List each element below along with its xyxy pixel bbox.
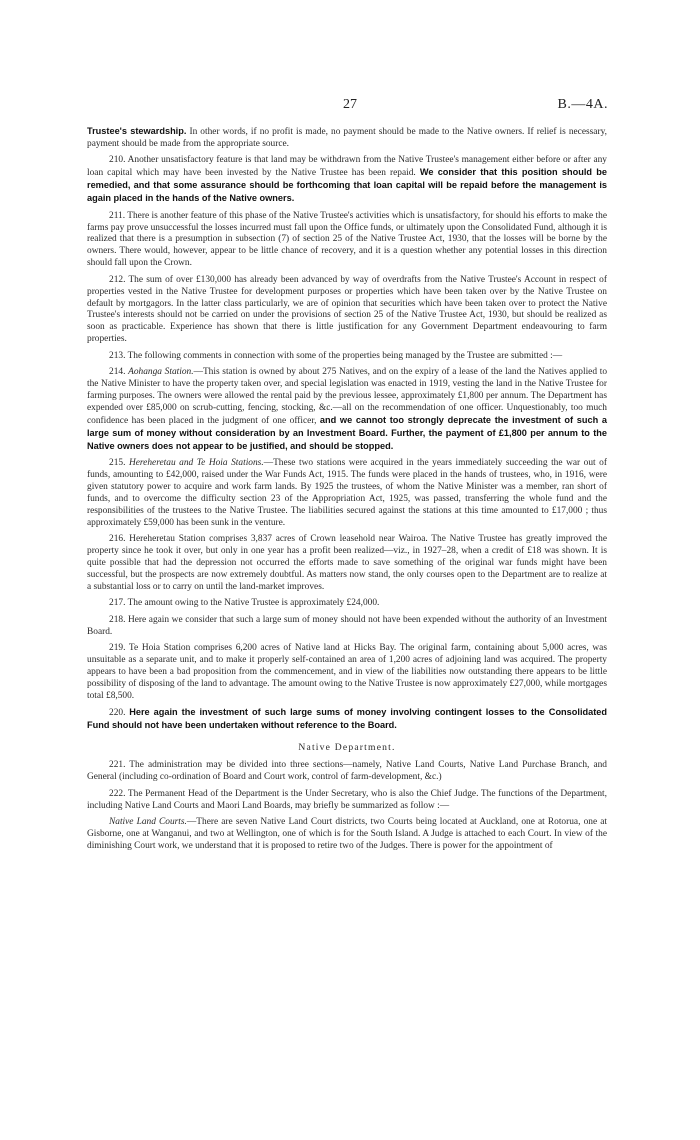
italic-heading: Hereheretau and Te Hoia Stations. (128, 458, 264, 469)
section-heading: Native Department. (298, 742, 396, 754)
paragraph-212 (87, 275, 607, 346)
bold-phrase: Here again the investment of such large sums of money involving contingent losses to the Consolidated Fund should not have been undertaken without reference to the Board. (87, 707, 607, 731)
paragraph-text: 213. The following comments in connection with some of the properties being managed by the Trustee are submitted :— (109, 350, 563, 361)
italic-heading: Aohanga Station. (128, 367, 194, 378)
paragraph-text: 211. There is another feature of this phase of the Native Trustee's activities which is unsatisfactory, for should his efforts to make the farms pay prove unsuccessful the losses incurred must fall upon the Office funds, or ultimately upon the Consolidated Fund, although it is realized that there is a presumption in subsection (7) of section 25 of the Native Trustee Act, 1930, that the losses will be borne by the owners. There would, however, appear to be little chance of recovery, and it is a question whether any potential losses in this direction should fall upon the Crown. (87, 210, 607, 269)
paragraph-219 (87, 643, 607, 703)
paragraph-text: —This station is owned by about 275 Natives, and on the expiry of a lease of the land the Natives applied to the Native Minister to have the property taken over, and special legislation was enacted in 1919, vesting the land in the Native Trustee for farming purposes. The owners were allowed the rental paid by the previous lessee, approximately £1,800 per annum. The Department has expended over £85,000 on scrub-cutting, fencing, stocking, &c.—all on the recommendation of one officer. Unquestionably, too much confidence has been placed in the judgment of one officer, (87, 367, 608, 426)
paragraph-221 (87, 760, 607, 784)
italic-heading: Native Land Courts. (109, 817, 187, 828)
paragraph-number: 220. (109, 708, 130, 719)
body-text (87, 126, 607, 857)
paragraph-210 (87, 155, 607, 206)
paragraph-text: 222. The Permanent Head of the Department is the Under Secretary, who is also the Chief Judge. The functions of the Department, including Native Land Courts and Maori Land Boards, may briefly be summarized as follow :— (87, 788, 607, 811)
paragraph-text: 212. The sum of over £130,000 has already been advanced by way of overdrafts from the Native Trustee's Account in respect of properties vested in the Native Trustee for development purposes or properties which have been taken over by the Native Trustee on default by mortgagors. In the latter class particularly, we are of opinion that securities which have been taken over to protect the Native Trustee's interests should not be carried on under the provisions of section 25 of the Native Trustee Act, 1930, but should be realized as soon as practicable. Experience has shown that there is little justification for any Government Department endeavouring to farm properties. (87, 274, 607, 345)
paragraph-text: 216. Hereheretau Station comprises 3,837 acres of Crown leasehold near Wairoa. The Native Trustee has greatly improved the property since he took it over, but only in one year has a profit been realized—viz., in 1927–28, when a credit of £18 was shown. It is quite possible that had the depression not occurred the efforts made to save something of the original war funds might have been successful, but the prospects are now extremely doubtful. As matters now stand, the only courses open to the Department are to realize at a substantial loss or to carry on until the land-market improves. (87, 534, 607, 592)
paragraph-continuation (87, 126, 607, 151)
document-reference: B.—4A. (557, 97, 608, 112)
paragraph-222 (87, 789, 607, 813)
paragraph-text: 217. The amount owing to the Native Trustee is approximately £24,000. (109, 598, 380, 609)
paragraph-218 (87, 615, 607, 639)
paragraph-text: 219. Te Hoia Station comprises 6,200 acres of Native land at Hicks Bay. The original farm, containing about 5,000 acres, was unsuitable as a separate unit, and to make it properly self-contained an area of 1,200 acres of adjoining land was acquired. The property appears to have been a bad proposition from the commencement, and in view of the liabilities now outstanding there appears to be little possibility of disposing of the land to advantage. The amount owing to the Native Trustee is now approximately £27,000, while mortgages total £8,500. (87, 643, 607, 701)
bold-phrase: and we cannot too strongly deprecate the investment of such a large sum of money without consideration by an Investment Board. Further, the payment of £1,800 per annum to the Native owners does not appear to be justified, and should be stopped. (87, 414, 607, 451)
paragraph-text: 218. Here again we consider that such a large sum of money should not have been expended without the authority of an Investment Board. (87, 614, 607, 637)
paragraph-220 (87, 707, 607, 733)
paragraph-211 (87, 211, 607, 271)
paragraph-text: 210. Another unsatisfactory feature is that land may be withdrawn from the Native Trustee's management either before or after any loan capital which may have been invested by the Native Trustee has been repaid. (87, 155, 607, 179)
paragraph-217 (87, 598, 607, 610)
paragraph-native-land-courts (87, 817, 607, 853)
paragraph-text: In other words, if no profit is made, no payment should be made to the Native owners. If relief is necessary, payment should be made from the appropriate source. (87, 127, 607, 149)
paragraph-216 (87, 534, 607, 594)
paragraph-text: —These two stations were acquired in the years immediately succeeding the war out of funds, amounting to £42,000, raised under the War Funds Act, 1915. The funds were placed in the hands of trustees, who, in 1916, were given statutory power to acquire and work farm lands. By 1925 the trustees, of whom the Native Minister was a member, ran short of funds, and to overcome the difficulty section 23 of the Appropriation Act, 1925, was passed, transferring the whole fund and the responsibilities of the trustees to the Native Trustee. The liabilities secured against the stations at this time amounted to £17,000 ; thus approximately £59,000 has been sunk in the venture. (87, 458, 607, 528)
paragraph-214 (87, 367, 607, 453)
paragraph-text: 221. The administration may be divided into three sections—namely, Native Land Courts, Native Land Purchase Branch, and General (including co-ordination of Board and Court work, control of farm-development, &c.) (87, 760, 607, 783)
paragraph-215 (87, 458, 607, 529)
paragraph-number: 215. (109, 458, 129, 469)
bold-phrase: Trustee's stewardship. (87, 126, 187, 136)
paragraph-number: 214. (109, 367, 129, 378)
paragraph-213 (87, 351, 607, 363)
bold-phrase: We consider that this position should be remedied, and that some assurance should be forthcoming that loan capital will be repaid before the management is again placed in the hands of the Native owners. (87, 167, 607, 204)
page-number: 27 (343, 97, 357, 112)
paragraph-text: —There are seven Native Land Court districts, two Courts being located at Auckland, one at Rotorua, one at Gisborne, one at Wanganui, and two at Wellington, one of which is for the South Island. A Judge is attached to each Court. In view of the diminishing Court work, we understand that it is proposed to retire two of the Judges. There is power for the appointment of (87, 817, 608, 851)
